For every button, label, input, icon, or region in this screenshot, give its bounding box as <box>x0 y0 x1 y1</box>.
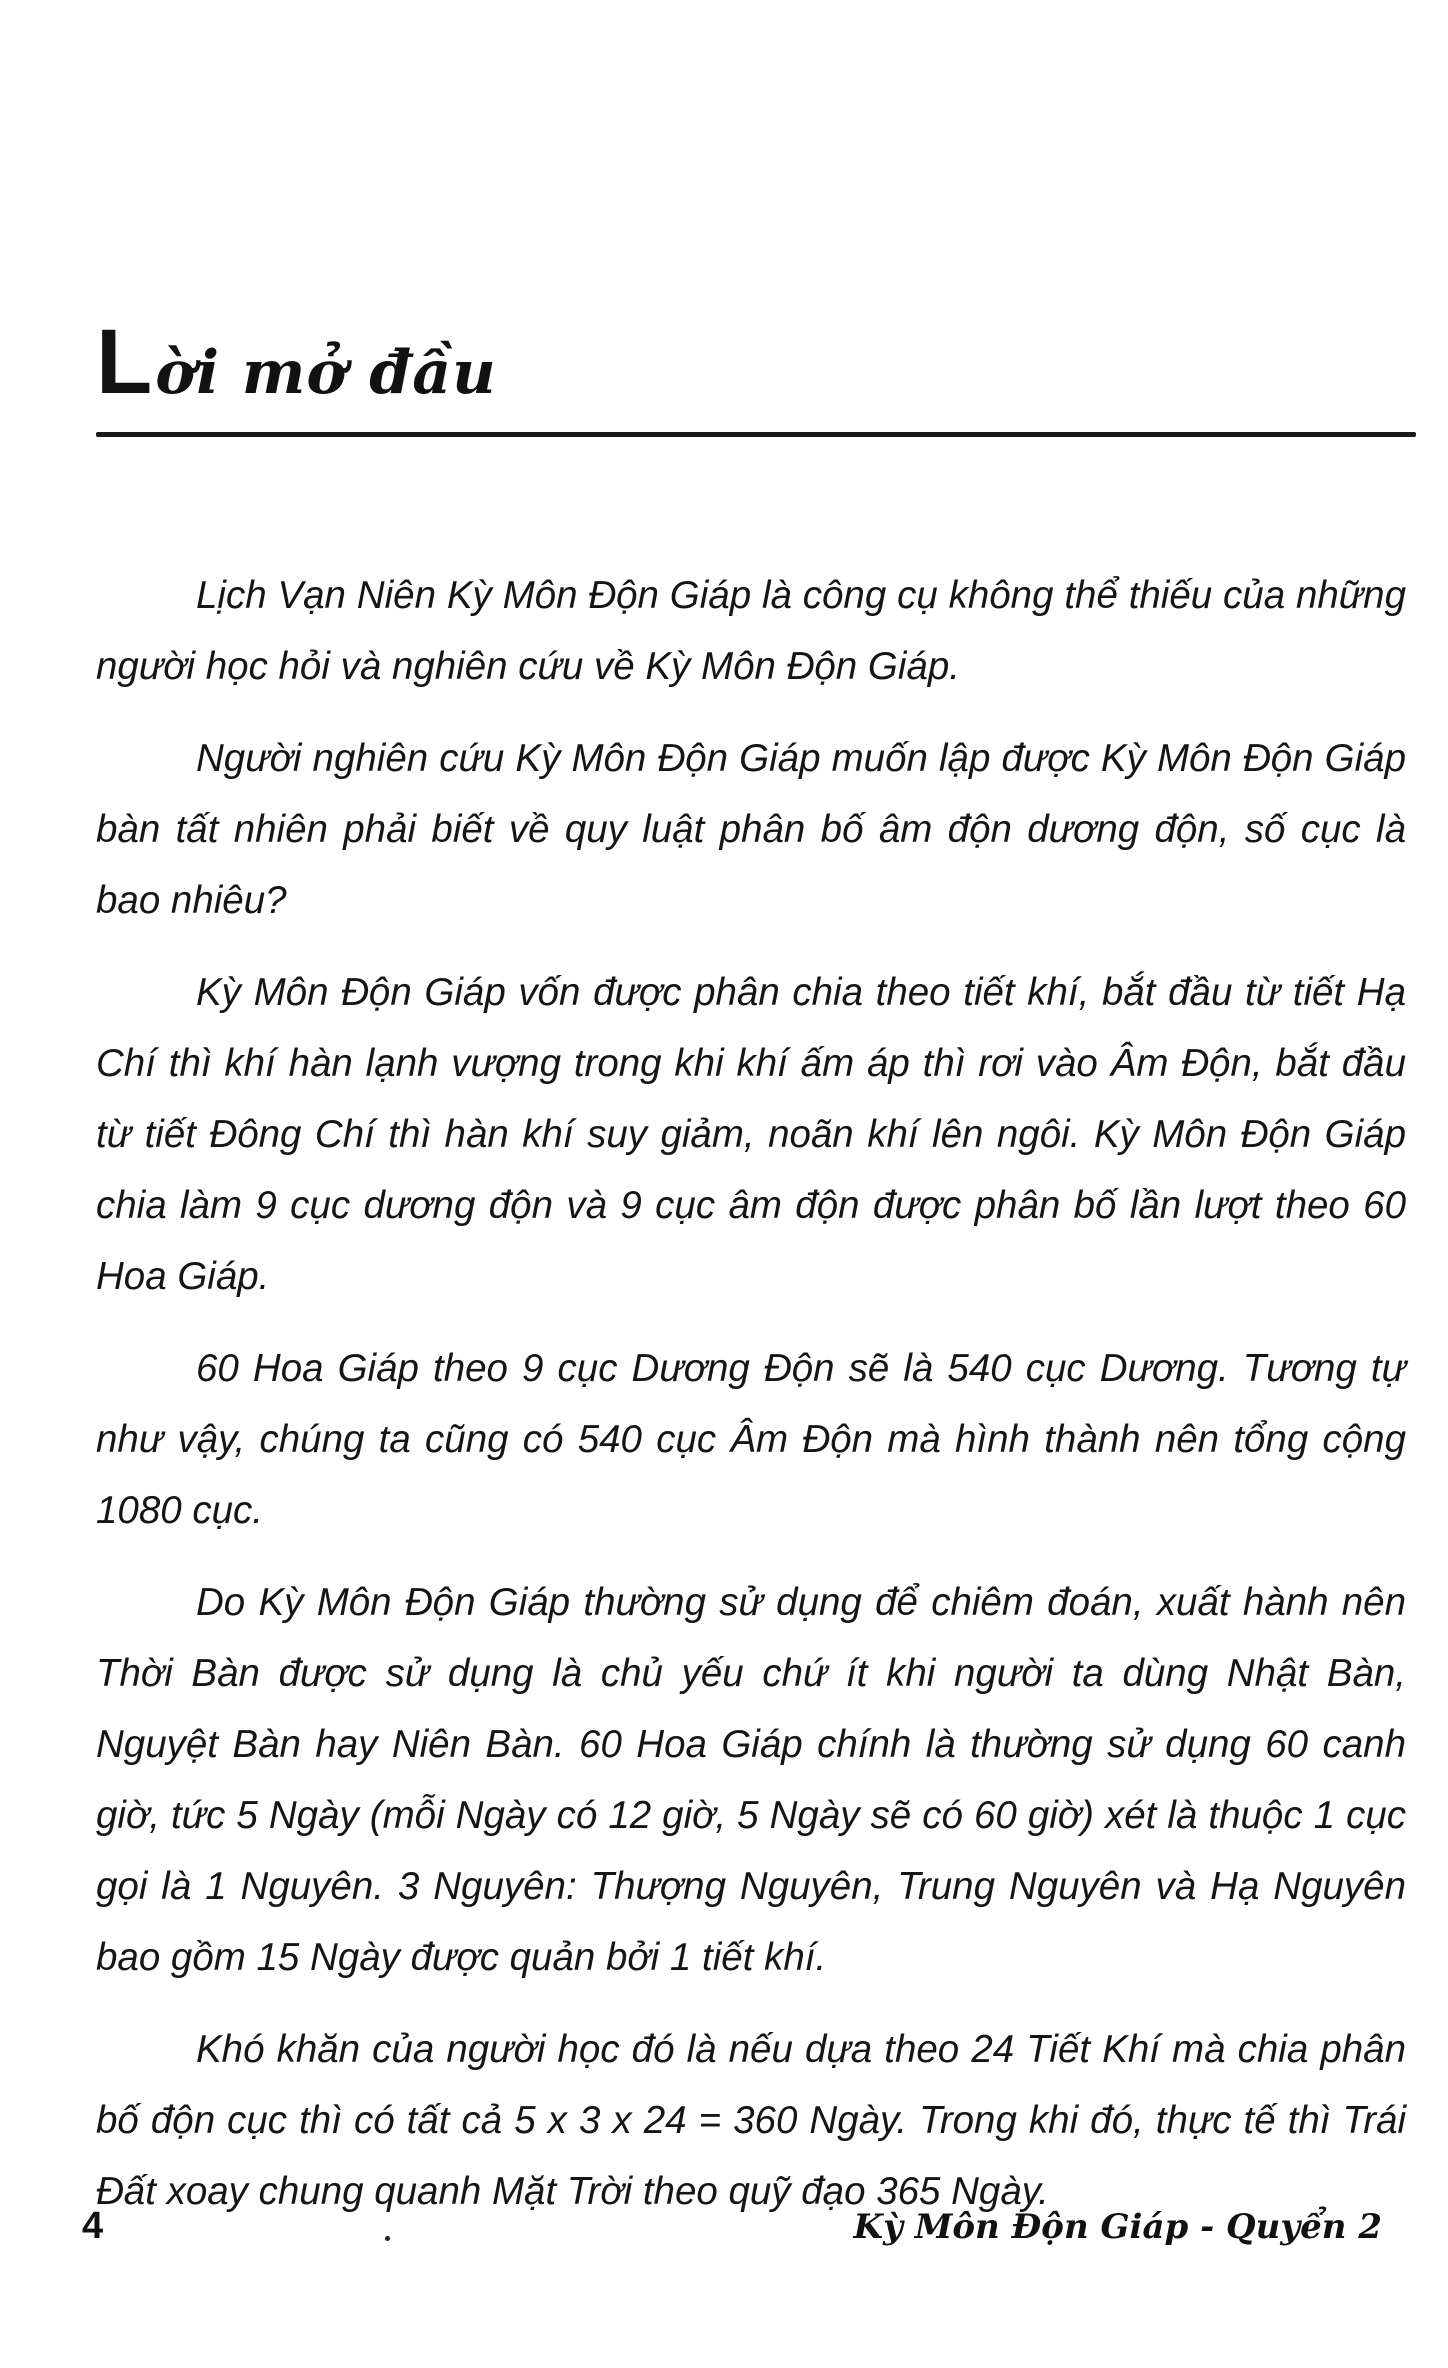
paragraph: Do Kỳ Môn Độn Giáp thường sử dụng để chiêm đoán, xuất hành nên Thời Bàn được sử dụng là chủ yếu chứ ít khi người ta dùng Nhật Bàn, Nguyệt Bàn hay Niên Bàn. 60 Hoa Giáp chính là thường sử dụng 60 canh giờ, tức 5 Ngày (mỗi Ngày có 12 giờ, 5 Ngày sẽ có 60 giờ) xét là thuộc 1 cục gọi là 1 Nguyên. 3 Nguyên: Thượng Nguyên, Trung Nguyên và Hạ Nguyên bao gồm 15 Ngày được quản bởi 1 tiết khí. <box>96 1581 1406 1979</box>
page-number: 4 <box>82 2205 104 2247</box>
heading-underline <box>96 432 1416 437</box>
heading-initial: L <box>96 311 154 413</box>
paragraph: Khó khăn của người học đó là nếu dựa theo 24 Tiết Khí mà chia phân bố độn cục thì có tất cả 5 x 3 x 24 = 360 Ngày. Trong khi đó, thực tế thì Trái Đất xoay chung quanh Mặt Trời theo quỹ đạo 365 Ngày. <box>96 2028 1406 2213</box>
heading-rest: ời mở đầu <box>155 338 497 408</box>
paragraph: Kỳ Môn Độn Giáp vốn được phân chia theo tiết khí, bắt đầu từ tiết Hạ Chí thì khí hàn lạnh vượng trong khi khí ấm áp thì rơi vào Âm Độn, bắt đầu từ tiết Đông Chí thì hàn khí suy giảm, noãn khí lên ngôi. Kỳ Môn Độn Giáp chia làm 9 cục dương độn và 9 cục âm độn được phân bố lần lượt theo 60 Hoa Giáp. <box>96 971 1406 1298</box>
paragraph: Người nghiên cứu Kỳ Môn Độn Giáp muốn lập được Kỳ Môn Độn Giáp bàn tất nhiên phải biết về quy luật phân bố âm độn dương độn, số cục là bao nhiêu? <box>96 737 1406 922</box>
body-text <box>96 560 1406 2248</box>
running-title: Kỳ Môn Độn Giáp - Quyển 2 <box>853 2207 1382 2247</box>
paragraph: 60 Hoa Giáp theo 9 cục Dương Độn sẽ là 540 cục Dương. Tương tự như vậy, chúng ta cũng có 540 cục Âm Độn mà hình thành nên tổng cộng 1080 cục. <box>96 1347 1406 1532</box>
chapter-heading <box>96 311 497 413</box>
paragraph: Lịch Vạn Niên Kỳ Môn Độn Giáp là công cụ không thể thiếu của những người học hỏi và nghiên cứu về Kỳ Môn Độn Giáp. <box>96 574 1406 688</box>
print-speck <box>385 2236 390 2241</box>
page-footer <box>0 2205 1448 2265</box>
